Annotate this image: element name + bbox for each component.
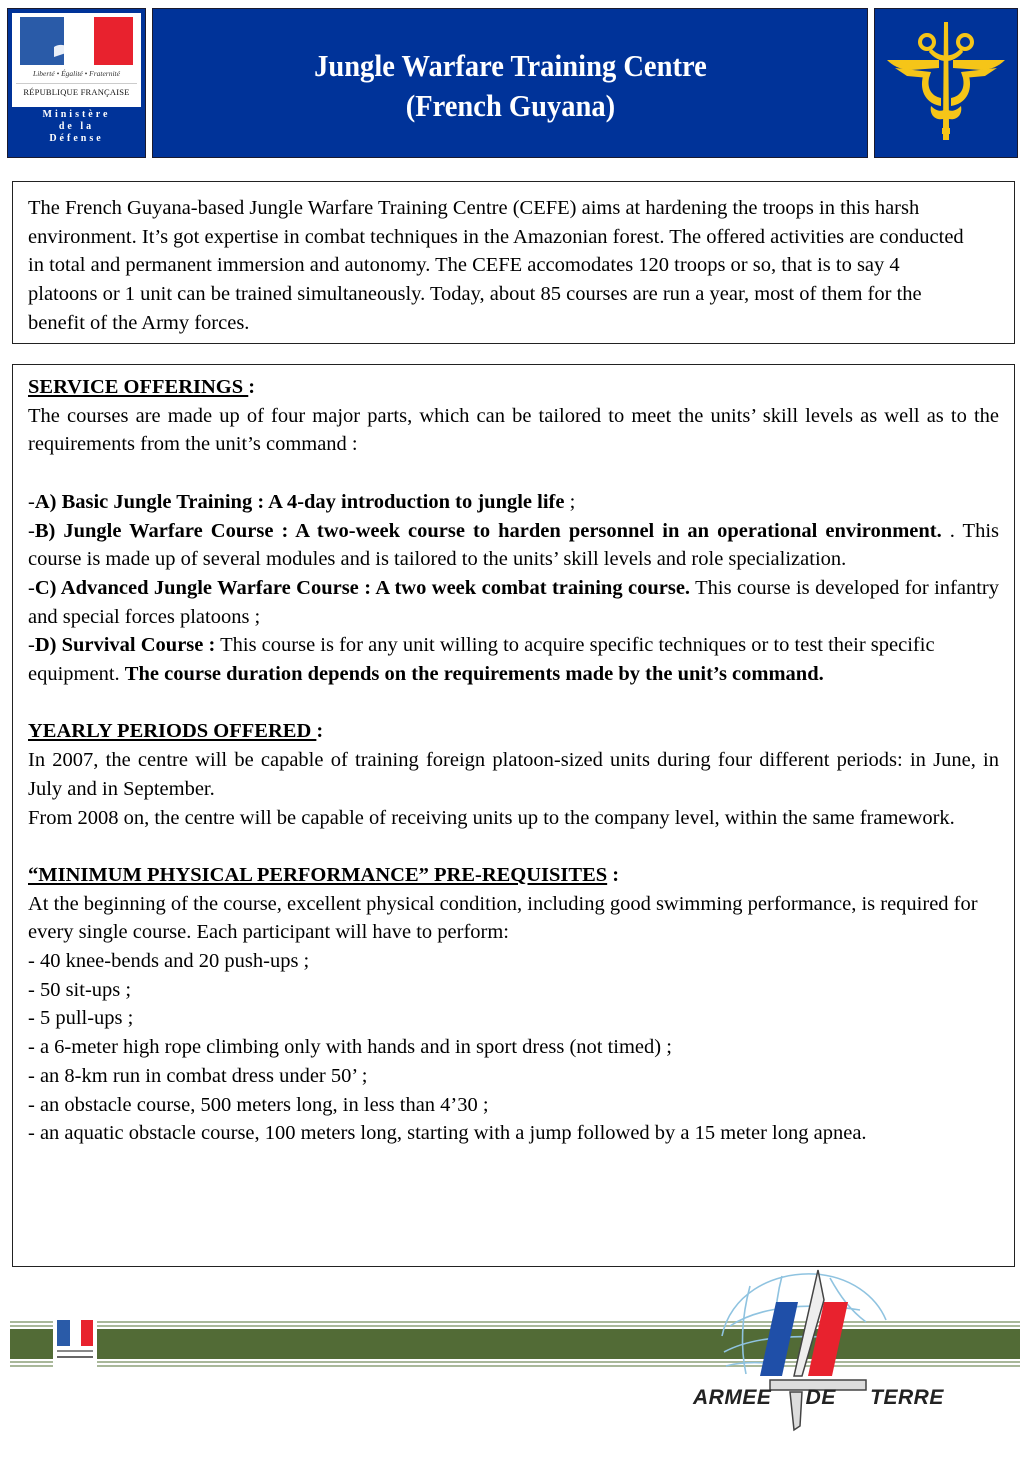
page-title bbox=[314, 46, 707, 126]
offering-desc: This course is for any unit willing to acquire specific techniques or to test their specific equipment. bbox=[28, 634, 935, 686]
prereq-item: - 50 sit-ups ; bbox=[28, 978, 132, 1001]
ministry-name bbox=[8, 109, 145, 145]
ministry-logo-panel bbox=[7, 8, 146, 158]
footer-republique-logo bbox=[53, 1318, 97, 1374]
title-banner bbox=[152, 8, 868, 158]
prereq-item: - 5 pull-ups ; bbox=[28, 1007, 134, 1030]
yearly-periods-heading: YEARLY PERIODS OFFERED bbox=[28, 720, 317, 743]
service-offerings-section bbox=[28, 373, 999, 689]
republique-francaise-logo bbox=[12, 13, 141, 107]
intro-paragraph: The French Guyana-based Jungle Warfare Training Centre (CEFE) aims at hardening the troops in this harsh environment. It’s got expertise in combat techniques in the Amazonian forest. The offered activities are conducted in total and permanent immersion and autonomy. The CEFE accomodates 120 troops or so, that is to say 4 platoons or 1 unit can be trained simultaneously. Today, about 85 courses are run a year, most of them for the benefit of the Army forces. bbox=[28, 197, 964, 334]
emblem-panel bbox=[874, 8, 1018, 158]
main-content-box bbox=[12, 364, 1015, 1267]
offering-item-d bbox=[28, 631, 999, 688]
prerequisites-heading: “MINIMUM PHYSICAL PERFORMANCE” PRE-REQUISITES bbox=[28, 863, 608, 886]
offering-title: C) Advanced Jungle Warfare Course : A two week combat training course. bbox=[34, 576, 691, 599]
offering-note: The course duration depends on the requirements made by the unit’s command. bbox=[124, 663, 824, 686]
bullet-dash: - bbox=[28, 519, 35, 542]
ministry-line-2: de la bbox=[58, 121, 95, 132]
marianne-flag-icon bbox=[20, 17, 133, 65]
defense-emblem-icon bbox=[881, 18, 1011, 148]
offering-desc: This course is developed for infantry and special forces platoons ; bbox=[28, 576, 999, 628]
bullet-dash: - bbox=[28, 490, 35, 513]
title-line-1: Jungle Warfare Training Centre bbox=[313, 48, 707, 83]
mini-marianne-icon bbox=[53, 1318, 97, 1374]
offering-item-c bbox=[28, 574, 999, 631]
prereq-item: - an aquatic obstacle course, 100 meters long, starting with a jump followed by a 15 meter long apnea. bbox=[28, 1122, 867, 1145]
heading-colon: : bbox=[248, 376, 256, 398]
heading-colon: : bbox=[607, 863, 620, 886]
offering-title: D) Survival Course : bbox=[34, 634, 216, 657]
offering-title: A) Basic Jungle Training : A 4-day introduction to jungle life bbox=[34, 490, 565, 513]
bullet-dash: - bbox=[28, 576, 35, 599]
prerequisites-intro: At the beginning of the course, excellent physical condition, including good swimming performance, is required for every single course. Each participant will have to perform: bbox=[28, 892, 978, 944]
offering-item-a bbox=[28, 488, 999, 517]
title-line-2: (French Guyana) bbox=[405, 88, 615, 123]
offering-desc: . This course is made up of several modules and is tailored to the units’ skill levels and role specialization. bbox=[28, 519, 999, 571]
prereq-item: - a 6-meter high rope climbing only with hands and in sport dress (not timed) ; bbox=[28, 1036, 672, 1059]
section-heading bbox=[28, 717, 999, 746]
ministry-line-3: Défense bbox=[49, 133, 104, 144]
service-offerings-heading: SERVICE OFFERINGS bbox=[28, 376, 249, 398]
intro-text-box bbox=[12, 181, 1015, 344]
ministry-line-1: Ministère bbox=[42, 109, 111, 120]
service-offerings-intro: The courses are made up of four major parts, which can be tailored to meet the units’ skill levels as well as to the requirements from the unit’s command : bbox=[28, 404, 999, 456]
prereq-item: - 40 knee-bends and 20 push-ups ; bbox=[28, 950, 310, 973]
prereq-item: - an obstacle course, 500 meters long, in less than 4’30 ; bbox=[28, 1093, 489, 1116]
offering-title: B) Jungle Warfare Course : A two-week course to harden personnel in an operational environment. bbox=[34, 519, 942, 542]
prereq-item: - an 8-km run in combat dress under 50’ ; bbox=[28, 1064, 368, 1087]
yearly-periods-section bbox=[28, 717, 999, 832]
republic-name: RÉPUBLIQUE FRANÇAISE bbox=[16, 83, 137, 97]
section-heading bbox=[28, 861, 999, 890]
yearly-periods-2008: From 2008 on, the centre will be capable of receiving units up to the company level, within the same framework. bbox=[28, 806, 955, 829]
bullet-dash: - bbox=[28, 634, 35, 657]
section-heading bbox=[28, 373, 999, 402]
offering-item-b bbox=[28, 517, 999, 574]
armee-de-terre-logo-icon bbox=[690, 1266, 920, 1436]
prerequisites-section bbox=[28, 861, 999, 1148]
offering-desc: ; bbox=[564, 490, 576, 513]
yearly-periods-2007: In 2007, the centre will be capable of training foreign platoon-sized units during four different periods: in June, in July and in September. bbox=[28, 749, 999, 800]
armee-de-terre-wordmark: ARMEE DE TERRE bbox=[693, 1386, 944, 1409]
heading-colon: : bbox=[316, 720, 324, 743]
republic-motto: Liberté • Égalité • Fraternité bbox=[33, 69, 120, 78]
